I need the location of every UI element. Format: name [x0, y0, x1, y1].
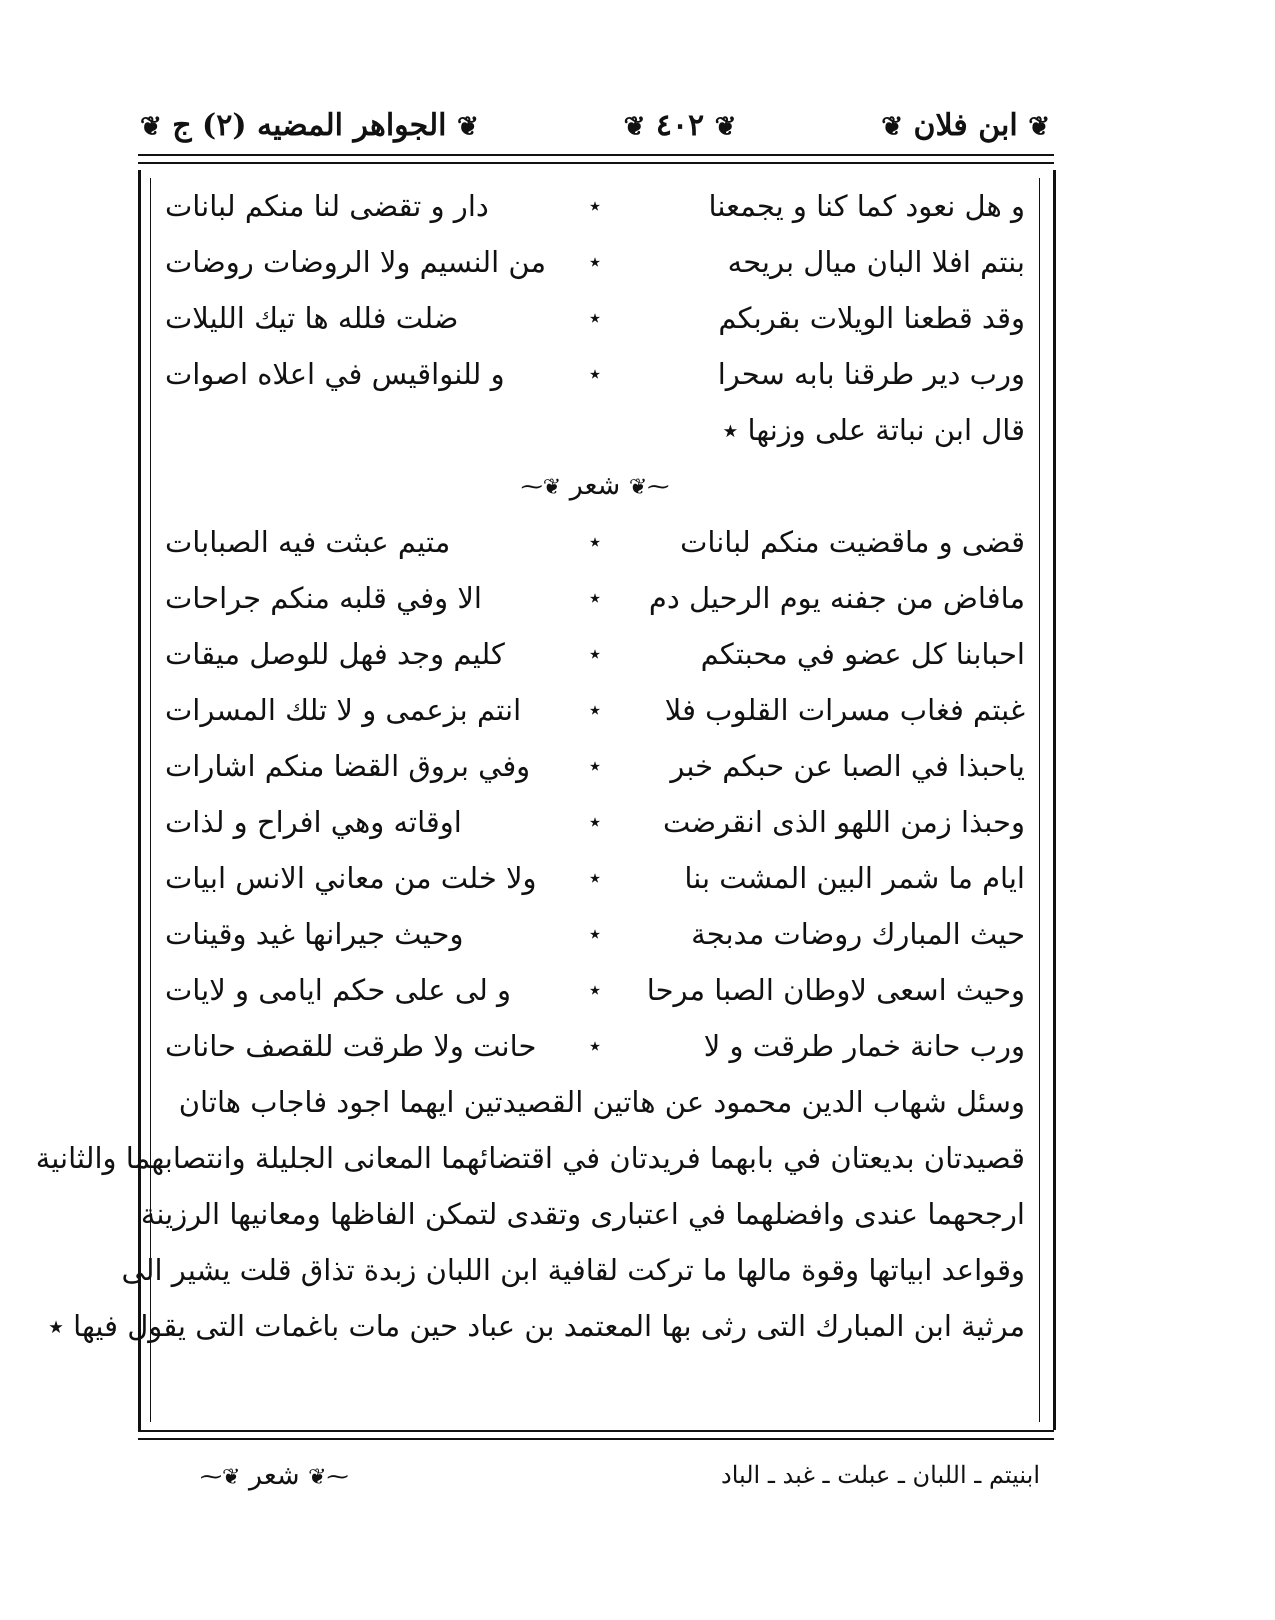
- verse-line: [165, 906, 1025, 962]
- hemistich-second: ضلت فلله ها تيك الليلات: [165, 301, 459, 335]
- book-title: الجواهر المضيه (٢) ج: [172, 107, 447, 143]
- hemistich-second: حانت ولا طرقت للقصف حانات: [165, 1029, 537, 1063]
- hemistich-second: الا وفي قلبه منكم جراحات: [165, 581, 482, 615]
- verse-line: [165, 626, 1025, 682]
- page-number: ٤٠٢: [655, 107, 705, 143]
- verse-separator-icon: ٭: [589, 529, 601, 555]
- hemistich-first: وحيث اسعى لاوطان الصبا مرحا: [646, 973, 1025, 1007]
- hemistich-second: ولا خلت من معاني الانس ابيات: [165, 861, 537, 895]
- verse-separator-icon: ٭: [589, 193, 601, 219]
- hemistich-second: انتم بزعمى و لا تلك المسرات: [165, 693, 522, 727]
- verse-separator-icon: ٭: [589, 361, 601, 387]
- verse-line: [165, 850, 1025, 906]
- ornament-icon: ❦: [881, 111, 904, 142]
- hemistich-first: ايام ما شمر البين المشت بنا: [684, 861, 1025, 895]
- header-page-number: [624, 108, 737, 143]
- verse-line: [165, 514, 1025, 570]
- verse-separator-icon: ٭: [589, 249, 601, 275]
- section-heading: [165, 458, 1025, 514]
- verse-separator-icon: ٭: [589, 305, 601, 331]
- verse-line: [165, 290, 1025, 346]
- text-body: [35, 178, 1025, 1354]
- ornament-icon: ❦: [1028, 111, 1050, 142]
- verse-separator-icon: ٭: [589, 809, 601, 835]
- verse-line: [165, 738, 1025, 794]
- verse-line: [165, 346, 1025, 402]
- verse-line: [165, 962, 1025, 1018]
- scroll-ornament-icon: ❦⁓: [520, 475, 562, 500]
- hemistich-second: و لى على حكم ايامى و لايات: [165, 973, 512, 1007]
- frame-bottom-rule: [138, 1430, 1054, 1432]
- hemistich-second: وفي بروق القضا منكم اشارات: [165, 749, 531, 783]
- header-rule: [138, 154, 1054, 156]
- header-title-right: [881, 108, 1050, 143]
- hemistich-first: ورب دير طرقنا بابه سحرا: [717, 357, 1025, 391]
- hemistich-second: دار و تقضى لنا منكم لبانات: [165, 189, 489, 223]
- page-footer: [200, 1450, 1040, 1500]
- scroll-ornament-icon: ❦⁓: [200, 1464, 241, 1490]
- hemistich-first: احبابنا كل عضو في محبتكم: [700, 637, 1025, 671]
- verse-separator-icon: ٭: [589, 865, 601, 891]
- hemistich-first: بنتم افلا البان ميال بريحه: [727, 245, 1025, 279]
- prose-block: [35, 1074, 1025, 1354]
- verses-group-b: [165, 514, 1025, 1074]
- verse-separator-icon: ٭: [589, 641, 601, 667]
- verses-group-a: [165, 178, 1025, 402]
- hemistich-second: وحيث جيرانها غيد وقينات: [165, 917, 464, 951]
- hemistich-first: مافاض من جفنه يوم الرحيل دم: [648, 581, 1025, 615]
- ornament-icon: ❦: [140, 111, 162, 142]
- verse-line: [165, 794, 1025, 850]
- header-title-left: [140, 108, 479, 143]
- hemistich-second: اوقاته وهي افراح و لذات: [165, 805, 462, 839]
- hemistich-first: و هل نعود كما كنا و يجمعنا: [708, 189, 1025, 223]
- verse-line: [165, 570, 1025, 626]
- verse-line: [165, 1018, 1025, 1074]
- hemistich-second: و للنواقيس في اعلاه اصوات: [165, 357, 505, 391]
- ornament-icon: ❦: [714, 111, 737, 142]
- hemistich-first: غبتم فغاب مسرات القلوب فلا: [664, 693, 1025, 727]
- prose-line: ارجحهما عندى وافضلهما في اعتبارى وتقدى لتمكن الفاظها ومعانيها الرزينة: [140, 1197, 1025, 1231]
- hemistich-first: ورب حانة خمار طرقت و لا: [703, 1029, 1025, 1063]
- verse-line: [165, 682, 1025, 738]
- scroll-ornament-icon: ⁓❦: [628, 475, 670, 500]
- hemistich-second: متيم عبثت فيه الصبابات: [165, 525, 451, 559]
- footer-label: شعر: [249, 1459, 300, 1491]
- verse-separator-icon: ٭: [589, 697, 601, 723]
- hemistich-first: وقد قطعنا الويلات بقربكم: [718, 301, 1025, 335]
- prose-line: مرثية ابن المبارك التى رثى بها المعتمد بن عباد حين مات باغمات التى يقول فيها ٭: [48, 1309, 1025, 1343]
- scroll-ornament-icon: ⁓❦: [308, 1464, 349, 1490]
- hemistich-first: وحبذا زمن اللهو الذى انقرضت: [662, 805, 1025, 839]
- verse-separator-icon: ٭: [589, 921, 601, 947]
- verse-separator-icon: ٭: [589, 977, 601, 1003]
- header-author: ابن فلان: [913, 107, 1018, 143]
- verse-line: [165, 234, 1025, 290]
- frame-bottom-rule-inner: [138, 1438, 1054, 1440]
- ornament-icon: ❦: [456, 111, 479, 142]
- section-title: شعر: [569, 470, 621, 501]
- catchword: ابنيتم ـ اللبان ـ عبلت ـ غبد ـ الباد: [721, 1461, 1040, 1489]
- prose-line: وسئل شهاب الدين محمود عن هاتين القصيدتين ايهما اجود فاجاب هاتان: [178, 1085, 1025, 1119]
- intro-line: قال ابن نباتة على وزنها ٭: [722, 413, 1025, 447]
- prose-line: وقواعد ابياتها وقوة مالها ما تركت لقافية ابن اللبان زبدة تذاق قلت يشير الى: [121, 1253, 1025, 1287]
- hemistich-first: حيث المبارك روضات مدبجة: [691, 917, 1025, 951]
- verse-separator-icon: ٭: [589, 1033, 601, 1059]
- hemistich-second: كليم وجد فهل للوصل ميقات: [165, 637, 505, 671]
- header-rule-inner: [138, 162, 1054, 164]
- verse-line: [165, 178, 1025, 234]
- running-header: [140, 100, 1050, 150]
- verse-separator-icon: ٭: [589, 753, 601, 779]
- prose-line: قصيدتان بديعتان في بابهما فريدتان في اقتضائهما المعانى الجليلة وانتصابهما والثانية: [35, 1141, 1025, 1175]
- hemistich-first: قضى و ماقضيت منكم لبانات: [680, 525, 1025, 559]
- hemistich-first: ياحبذا في الصبا عن حبكم خبر: [670, 749, 1025, 783]
- ornament-icon: ❦: [623, 111, 646, 142]
- hemistich-second: من النسيم ولا الروضات روضات: [165, 245, 547, 279]
- verse-separator-icon: ٭: [589, 585, 601, 611]
- footer-heading: [200, 1460, 349, 1491]
